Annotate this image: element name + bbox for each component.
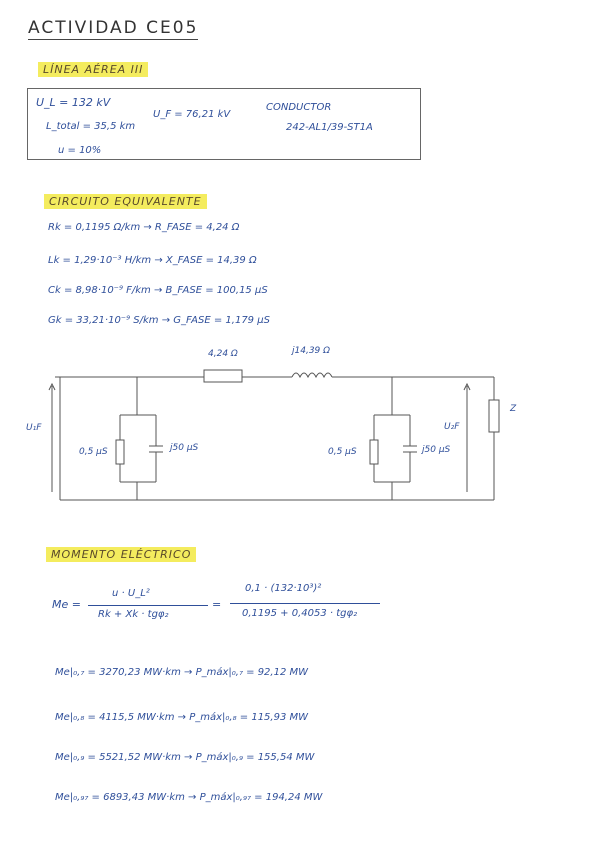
b-left-label: j50 µS <box>170 443 199 453</box>
u-percent-value: u = 10% <box>58 145 102 156</box>
param-line-r: Rk = 0,1195 Ω/km → R_FASE = 4,24 Ω <box>48 222 240 233</box>
fraction2-numerator: 0,1 · (132·10³)² <box>245 583 322 594</box>
param-line-c: Ck = 8,98·10⁻⁹ F/km → B_FASE = 100,15 µS <box>48 285 268 296</box>
fraction2-bar <box>230 603 380 604</box>
voltage-in-label: U₁F <box>26 423 42 433</box>
fraction2-denominator: 0,1195 + 0,4053 · tgφ₂ <box>242 608 358 619</box>
conductor-value: 242-AL1/39-ST1A <box>286 122 373 133</box>
series-x-label: j14,39 Ω <box>292 346 331 356</box>
shunt-g-left <box>116 440 124 464</box>
load-label: Z <box>510 404 517 414</box>
load-impedance <box>489 400 499 432</box>
fraction1-denominator: Rk + Xk · tgφ₂ <box>98 609 169 620</box>
me-lhs: Me = <box>52 598 81 611</box>
result-line-09: Me|₀,₉ = 5521,52 MW·km → P_máx|₀,₉ = 155,54 MW <box>55 752 315 763</box>
equals-sign: = <box>212 598 222 611</box>
g-right-label: 0,5 µS <box>328 447 357 457</box>
fraction1-numerator: u · U_L² <box>112 588 150 599</box>
heading-highlight: LÍNEA AÉREA III <box>38 62 148 77</box>
fraction1-bar <box>88 605 208 606</box>
param-line-g: Gk = 33,21·10⁻⁹ S/km → G_FASE = 1,179 µS <box>48 315 270 326</box>
conductor-label: CONDUCTOR <box>266 102 332 113</box>
shunt-g-right <box>370 440 378 464</box>
result-line-08: Me|₀,₈ = 4115,5 MW·km → P_máx|₀,₈ = 115,93 MW <box>55 712 309 723</box>
series-r-label: 4,24 Ω <box>208 349 238 359</box>
series-inductor <box>292 373 332 377</box>
length-value: L_total = 35,5 km <box>46 121 136 132</box>
series-resistor <box>204 370 242 382</box>
b-right-label: j50 µS <box>422 445 451 455</box>
u-phase-value: U_F = 76,21 kV <box>153 109 231 120</box>
result-line-097: Me|₀,₉₇ = 6893,43 MW·km → P_máx|₀,₉₇ = 194,24 MW <box>55 792 323 803</box>
g-left-label: 0,5 µS <box>79 447 108 457</box>
page-title: ACTIVIDAD CE05 <box>28 18 199 38</box>
section-heading-momento <box>46 543 196 562</box>
heading-highlight: MOMENTO ELÉCTRICO <box>46 547 196 562</box>
heading-highlight: CIRCUITO EQUIVALENTE <box>44 194 207 209</box>
voltage-out-label: U₂F <box>444 422 460 432</box>
result-line-07: Me|₀,₇ = 3270,23 MW·km → P_máx|₀,₇ = 92,12 MW <box>55 667 309 678</box>
u-line-value: U_L = 132 kV <box>36 96 111 109</box>
param-line-l: Lk = 1,29·10⁻³ H/km → X_FASE = 14,39 Ω <box>48 255 257 266</box>
